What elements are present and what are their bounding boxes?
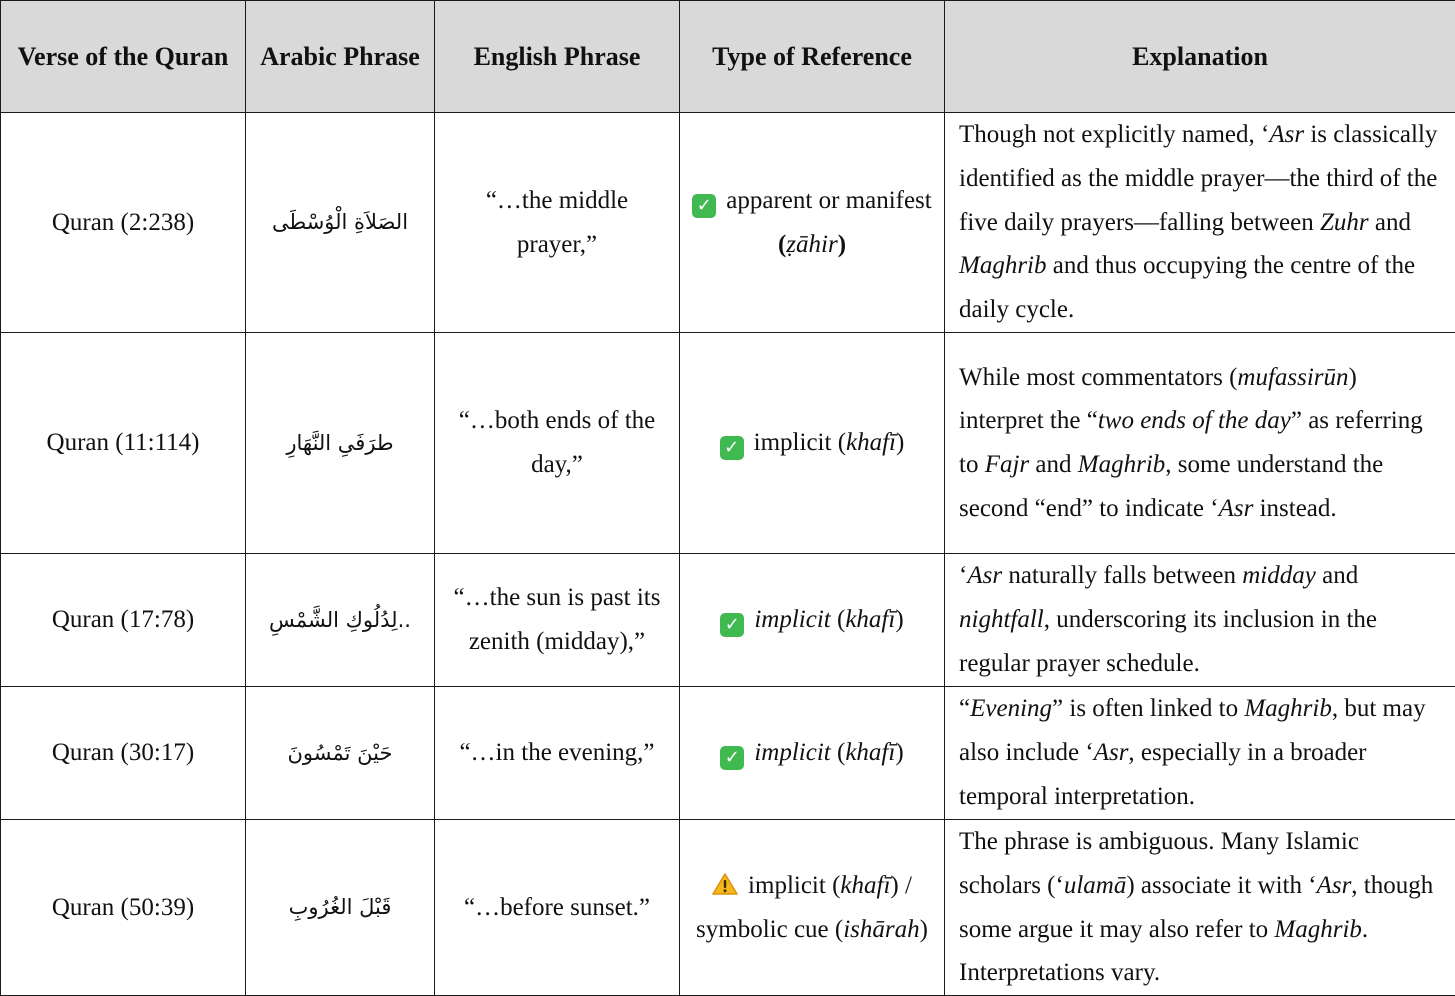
type-term: khafī: [845, 606, 896, 634]
english-cell: “…before sunset.”: [435, 820, 680, 996]
table-row: [1, 113, 1455, 333]
check-icon: ✓: [692, 194, 716, 218]
explanation-text: The phrase is ambiguous. Many Islamic scholars (‘: [959, 828, 1359, 899]
explanation-cell: [945, 687, 1455, 820]
table-row: [1, 333, 1455, 554]
arabic-phrase: حَيْنَ تَمْسُونَ: [287, 740, 393, 765]
explanation-emphasis: Evening: [970, 695, 1053, 723]
explanation-emphasis: Asr: [967, 562, 1003, 590]
type-term: ishārah: [843, 915, 920, 943]
check-icon: ✓: [720, 613, 744, 637]
explanation-emphasis: Asr: [1093, 739, 1129, 767]
explanation-text: ) interpret the “: [959, 363, 1357, 435]
arabic-phrase: الصَلاَةِ الْوُسْطَى: [271, 210, 409, 235]
column-header-arabic: Arabic Phrase: [246, 1, 435, 113]
type-term: ẓāhir: [786, 230, 838, 258]
explanation-emphasis: mufassirūn: [1237, 363, 1349, 391]
type-label: implicit: [754, 606, 831, 634]
explanation-cell: [945, 113, 1455, 333]
explanation-emphasis: nightfall: [959, 606, 1044, 634]
type-cell: ✓ implicit (khafī): [680, 687, 945, 820]
column-header-type: Type of Reference: [680, 1, 945, 113]
explanation-emphasis: Fajr: [984, 451, 1030, 478]
verse-cell: Quran (11:114): [1, 333, 246, 554]
explanation-text: and thus occupying the centre of the daily cycle.: [959, 252, 1416, 324]
type-cell: ✓ apparent or manifest (ẓāhir): [680, 113, 945, 333]
table-row: [1, 820, 1455, 996]
explanation-text: . Interpretations vary.: [959, 915, 1369, 987]
type-extra: / symbolic cue: [696, 871, 912, 943]
english-cell: “…the sun is past its zenith (midday),”: [435, 554, 680, 687]
explanation-cell: [945, 333, 1455, 554]
arabic-cell: [246, 687, 435, 820]
explanation-cell: [945, 820, 1455, 996]
verse-cell: Quran (2:238): [1, 113, 246, 333]
explanation-text: , but may also include ‘: [959, 695, 1426, 767]
arabic-cell: [246, 333, 435, 554]
explanation-text: , especially in a broader temporal interpretation.: [959, 739, 1367, 810]
explanation-emphasis: Asr: [1316, 871, 1352, 899]
explanation-text: Though not explicitly named, ‘: [959, 121, 1270, 149]
explanation-text: , underscoring its inclusion in the regular prayer schedule.: [959, 606, 1378, 677]
explanation-text: ” is often linked to: [1052, 695, 1245, 723]
explanation-emphasis: ulamā: [1063, 871, 1127, 899]
explanation-emphasis: Maghrib: [959, 252, 1047, 280]
explanation-emphasis: Asr: [1218, 494, 1254, 522]
explanation-text: instead.: [1253, 494, 1337, 522]
table-row: [1, 687, 1455, 820]
verse-cell: Quran (50:39): [1, 820, 246, 996]
type-label: implicit: [754, 739, 831, 767]
header-row: [1, 1, 1455, 113]
english-cell: “…both ends of the day,”: [435, 333, 680, 554]
explanation-text: ) associate it with ‘: [1126, 871, 1317, 899]
explanation-text: is classically identified as the middle prayer—the third of the five daily prayers—falling between: [959, 121, 1438, 236]
column-header-explanation: Explanation: [945, 1, 1455, 113]
check-icon: ✓: [720, 436, 744, 460]
explanation-emphasis: Asr: [1269, 121, 1305, 149]
warning-icon: [712, 872, 738, 896]
explanation-text: and: [1315, 562, 1359, 590]
explanation-text: While most commentators (: [959, 363, 1238, 391]
explanation-emphasis: midday: [1242, 562, 1316, 590]
explanation-emphasis: Maghrib: [1244, 695, 1332, 723]
explanation-text: naturally falls between: [1002, 562, 1243, 590]
explanation-cell: [945, 554, 1455, 687]
arabic-cell: [246, 113, 435, 333]
explanation-text: ‘: [959, 562, 968, 590]
type-term: khafī: [846, 429, 897, 457]
explanation-text: , some understand the second “end” to indicate ‘: [959, 451, 1384, 522]
verse-cell: Quran (17:78): [1, 554, 246, 687]
explanation-emphasis: two ends of the day: [1097, 407, 1291, 435]
arabic-cell: [246, 820, 435, 996]
type-term: khafī: [840, 871, 891, 899]
type-label: implicit: [753, 429, 832, 457]
explanation-emphasis: Maghrib: [1077, 451, 1166, 478]
explanation-text: ” as referring to: [959, 407, 1423, 478]
verse-cell: Quran (30:17): [1, 687, 246, 820]
table-row: [1, 554, 1455, 687]
column-header-verse: Verse of the Quran: [1, 1, 246, 113]
type-cell: ✓ implicit (khafī): [680, 554, 945, 687]
column-header-english: English Phrase: [435, 1, 680, 113]
explanation-text: and: [1029, 451, 1078, 478]
explanation-emphasis: Zuhr: [1319, 208, 1369, 236]
type-label: implicit: [748, 871, 826, 899]
type-label: apparent or manifest: [726, 186, 932, 214]
type-term: khafī: [845, 739, 896, 767]
check-icon: ✓: [720, 746, 744, 770]
explanation-text: and: [1368, 208, 1411, 236]
type-cell: implicit (khafī) / symbolic cue (ishārah): [680, 820, 945, 996]
explanation-text: , though some argue it may also refer to: [959, 871, 1434, 943]
english-cell: “…the middle prayer,”: [435, 113, 680, 333]
type-cell: ✓ implicit (khafī): [680, 333, 945, 554]
arabic-phrase: ..لِدُلُوكِ الشَّمْسِ: [269, 607, 411, 632]
arabic-cell: [246, 554, 435, 687]
arabic-phrase: طرَفَىِ النَّهَارِ: [286, 430, 394, 455]
explanation-emphasis: Maghrib: [1274, 915, 1362, 943]
explanation-text: “: [959, 695, 971, 723]
arabic-phrase: قَبْلَ الغُرُوبِ: [288, 895, 392, 920]
english-cell: “…in the evening,”: [435, 687, 680, 820]
